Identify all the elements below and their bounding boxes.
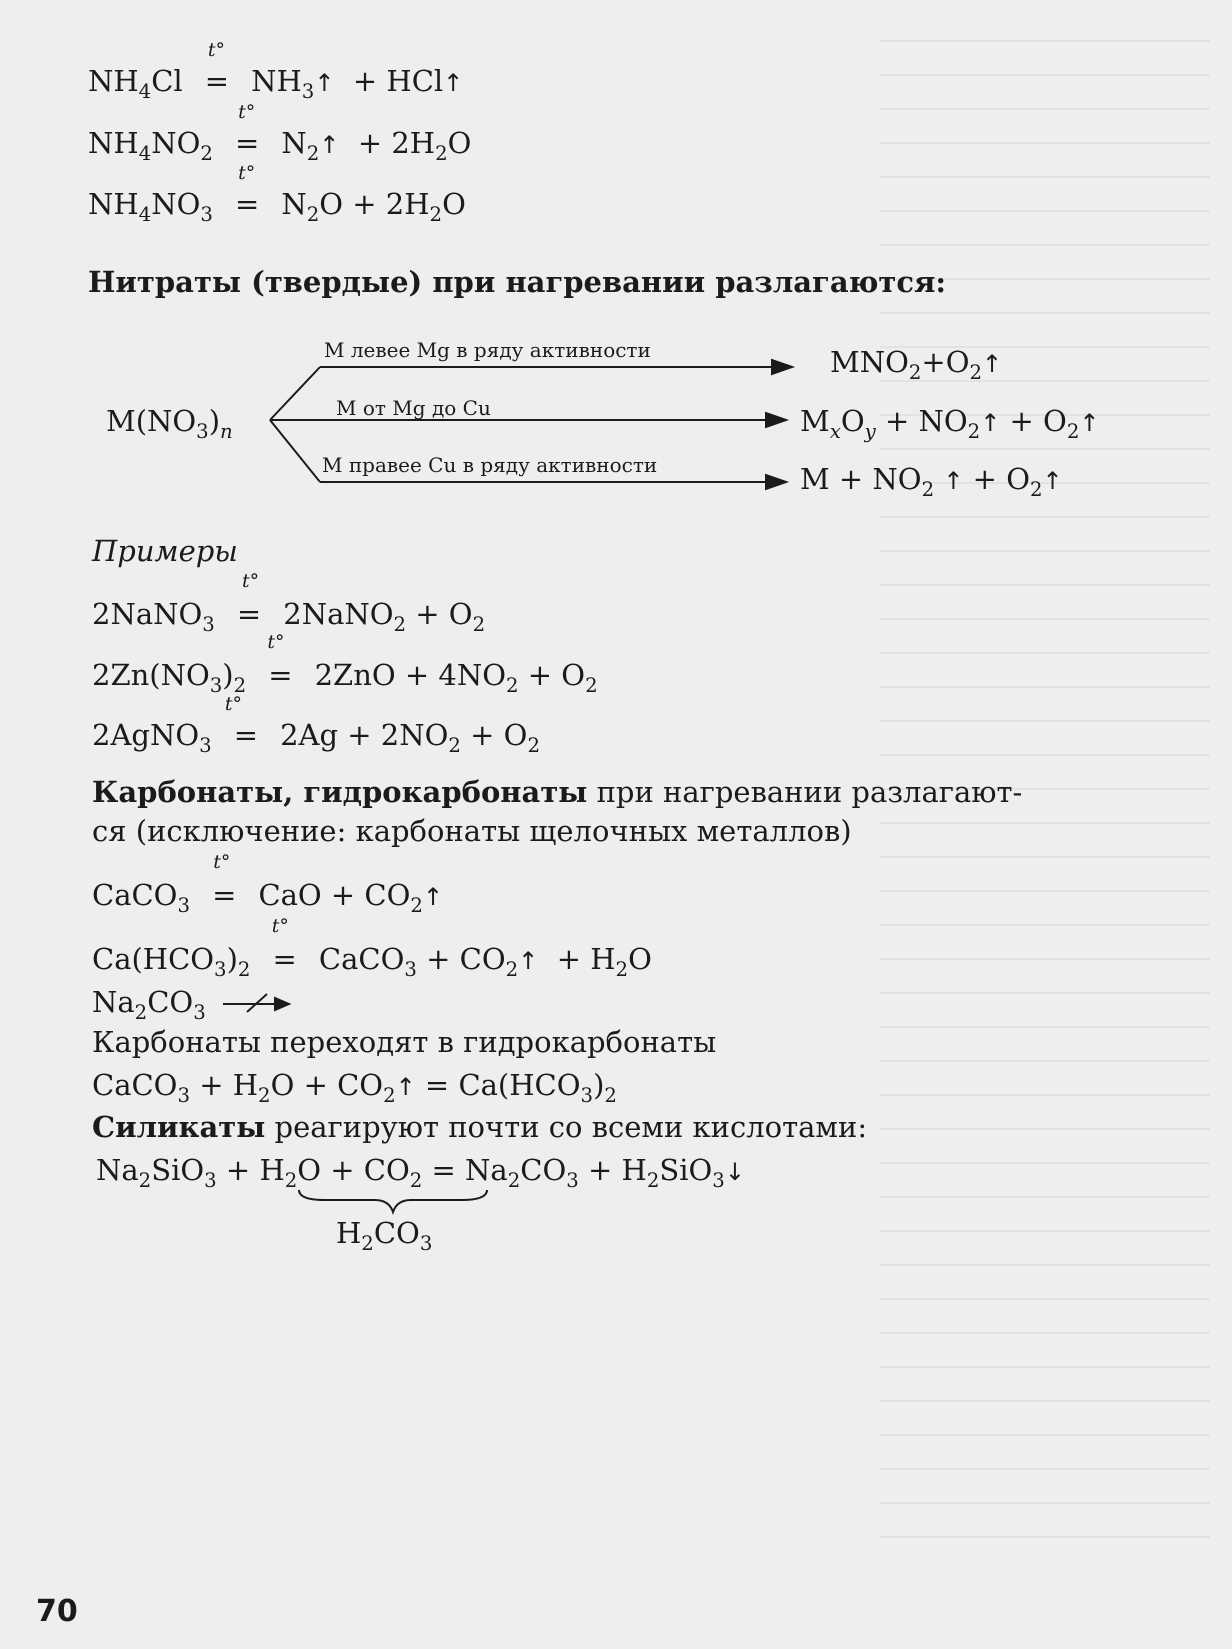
temperature-label: t° <box>207 39 226 61</box>
nitrate-scheme-arrows <box>0 0 1232 520</box>
reaction-lhs: $NH_4NO_3$ <box>88 187 213 226</box>
branch1-diagonal <box>270 367 320 420</box>
reaction-lhs: $2Zn(NO_3)_2$ <box>92 658 247 697</box>
reaction-lhs: $NH_4NO_2$ <box>88 126 213 165</box>
temperature-label: t° <box>238 101 256 123</box>
equals-sign: t° = <box>234 101 260 160</box>
reaction-nano3 <box>92 570 486 636</box>
reaction-zn-nitrate <box>92 631 598 697</box>
reaction-rhs: $2ZnO + 4NO_2 + O_2$ <box>314 658 598 697</box>
reaction-rhs: $2Ag + 2NO_2 + O_2$ <box>280 718 540 757</box>
reaction-rhs: $NH_3↑$ + HCl↑ <box>251 64 464 103</box>
reaction-rhs: $N_2O + 2H_2O$ <box>281 187 466 226</box>
carbonates-heading-line1: Карбонаты, гидрокарбонаты при нагревании разлагают- <box>92 775 1023 809</box>
reaction-lhs: $Na_2SiO_3$ + <box>96 1153 251 1192</box>
branch2-condition: M от Mg до Cu <box>336 396 491 420</box>
reaction-lhs: $Ca(HCO_3)_2$ <box>92 942 251 981</box>
equals-sign: t° = <box>267 631 293 692</box>
reaction-carbonate-to-bicarbonate: CaCO$_3$ + $H_2O$ + $CO_2↑ = Ca(HCO_3)_2$ <box>92 1068 617 1107</box>
page-number: 70 <box>36 1594 78 1629</box>
reaction-rhs: 2NaNO$_2$ + $O_2$ <box>283 597 486 636</box>
temperature-label: t° <box>271 915 289 937</box>
examples-label: Примеры <box>92 534 238 568</box>
reaction-ca-bicarbonate <box>92 915 652 981</box>
brace-label: $H_2CO_3$ <box>336 1216 433 1255</box>
reaction-rhs: CaCO$_3$ + $CO_2↑ + H_2O$ <box>318 942 652 981</box>
temperature-label: t° <box>238 162 256 184</box>
carbonates-heading-line2: ся (исключение: карбонаты щелочных металлов) <box>92 814 852 848</box>
reaction-silicate <box>96 1153 745 1192</box>
carbonates-transition-text: Карбонаты переходят в гидрокарбонаты <box>92 1025 717 1059</box>
silicates-heading: Силикаты реагируют почти со всеми кислотами: <box>92 1110 868 1144</box>
branch2-product: $M_xO_y$ + $NO_2↑$ + $O_2↑$ <box>800 404 1100 443</box>
branch1-condition: M левее Mg в ряду активности <box>324 338 651 362</box>
nitrate-reactant: $M(NO_3)_n$ <box>106 404 233 443</box>
nitrates-heading-bold: Нитраты <box>88 265 241 299</box>
temperature-label: t° <box>224 693 243 715</box>
equals-sign: t° = <box>236 570 262 631</box>
branch3-arrowhead <box>766 475 786 489</box>
reaction-lhs: 2AgNO$_3$ <box>92 718 212 757</box>
reaction-agno3 <box>92 693 540 757</box>
reaction-lhs: CaCO$_3$ <box>92 878 190 917</box>
carbonic-acid-components: $H_2O + CO_2$ <box>259 1153 423 1192</box>
reaction-caco3 <box>92 851 444 917</box>
reaction-rhs: = $Na_2CO_3$ + $H_2SiO_3↓$ <box>431 1153 745 1192</box>
nitrates-heading-rest: (твердые) при нагревании разлагаются: <box>241 265 947 299</box>
crossed-arrow-icon <box>221 990 293 1014</box>
equals-sign: t° = <box>234 162 260 221</box>
branch3-diagonal <box>270 420 320 482</box>
temperature-label: t° <box>213 851 231 873</box>
underbrace-icon <box>295 1186 495 1216</box>
branch1-product: $MNO_2+O_2↑$ <box>830 345 1003 384</box>
temperature-label: t° <box>242 570 260 592</box>
reaction-rhs: $N_2↑ + 2H_2O$ <box>281 126 472 165</box>
equals-sign: t° = <box>271 915 297 976</box>
branch3-condition: M правее Cu в ряду активности <box>322 453 658 477</box>
equals-sign: t° = <box>224 693 259 752</box>
equals-sign: t° = <box>212 851 237 912</box>
equals-sign: t° = <box>204 39 230 98</box>
reaction-na2co3 <box>92 985 293 1024</box>
branch3-product: $M + NO_2$ ↑ + $O_2↑$ <box>800 462 1063 501</box>
reaction-lhs: $Na_2CO_3$ <box>92 985 206 1024</box>
reaction-lhs: 2NaNO$_3$ <box>92 597 215 636</box>
branch2-arrowhead <box>766 413 786 427</box>
reaction-rhs: CaO + $CO_2↑$ <box>258 878 444 917</box>
temperature-label: t° <box>267 631 285 653</box>
branch1-arrowhead <box>772 360 792 374</box>
reaction-lhs: $NH_4Cl$ <box>88 64 183 103</box>
